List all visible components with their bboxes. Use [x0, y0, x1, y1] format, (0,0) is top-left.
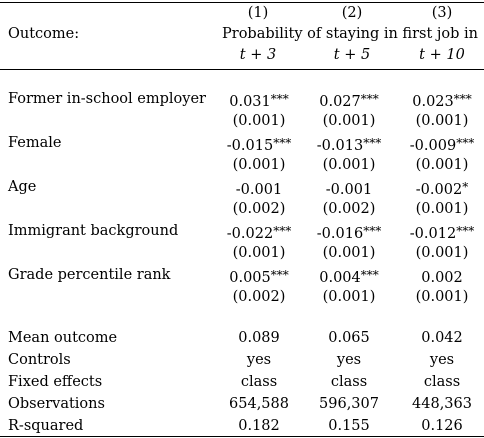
coef-value: 0.023	[412, 94, 454, 110]
stat-value: yes	[336, 352, 362, 368]
outcome-description: Probability of staying in first job in	[222, 26, 479, 42]
significance-stars: ***	[270, 268, 289, 282]
standard-error: (0.001)	[322, 157, 376, 173]
horizon-1: t + 3	[239, 47, 277, 63]
stat-value: class	[240, 374, 278, 390]
significance-stars: ***	[363, 136, 382, 150]
variable-label: Grade percentile rank	[8, 267, 171, 283]
significance-stars: ***	[273, 224, 292, 238]
se-row	[0, 286, 484, 308]
coef-row	[0, 88, 484, 110]
coef-value: -0.009	[409, 138, 457, 154]
standard-error: (0.001)	[322, 289, 376, 305]
bottom-rule	[0, 436, 484, 437]
stat-value: 0.182	[238, 418, 280, 434]
stat-value: 0.065	[328, 330, 370, 346]
standard-error: (0.002)	[322, 201, 376, 217]
standard-error: (0.001)	[232, 245, 286, 261]
standard-error: (0.001)	[415, 113, 469, 129]
standard-error: (0.001)	[232, 113, 286, 129]
standard-error: (0.001)	[415, 245, 469, 261]
coef-value: -0.001	[325, 182, 373, 198]
stat-label: Fixed effects	[8, 374, 103, 390]
coef-value: -0.016	[316, 226, 364, 242]
coef-value: -0.001	[235, 182, 283, 198]
stat-value: yes	[246, 352, 272, 368]
header-rule	[0, 69, 484, 70]
stat-value: 0.089	[238, 330, 280, 346]
significance-stars: ***	[456, 136, 475, 150]
variable-label: Female	[8, 135, 62, 151]
significance-stars: ***	[270, 92, 289, 106]
stat-row	[0, 371, 484, 393]
coef-value: -0.015	[226, 138, 274, 154]
standard-error: (0.002)	[232, 201, 286, 217]
stat-value: 0.042	[421, 330, 463, 346]
coef-row	[0, 132, 484, 154]
top-rule	[0, 2, 484, 3]
coef-value: 0.004	[319, 270, 361, 286]
stat-row	[0, 415, 484, 437]
coef-value: 0.031	[229, 94, 271, 110]
col-number-3: (3)	[431, 5, 453, 21]
standard-error: (0.001)	[415, 201, 469, 217]
stat-row	[0, 393, 484, 415]
se-row	[0, 198, 484, 220]
standard-error: (0.001)	[415, 289, 469, 305]
variable-label: Immigrant background	[8, 223, 179, 239]
se-row	[0, 242, 484, 264]
coef-row	[0, 220, 484, 242]
significance-stars: *	[462, 180, 469, 194]
stat-value: yes	[429, 352, 455, 368]
coef-value: -0.022	[226, 226, 274, 242]
significance-stars: ***	[360, 268, 379, 282]
stat-value: 596,307	[319, 396, 379, 412]
stat-label: Controls	[8, 352, 71, 368]
stat-row	[0, 349, 484, 371]
standard-error: (0.001)	[415, 157, 469, 173]
stat-value: class	[423, 374, 461, 390]
stat-value: 0.126	[421, 418, 463, 434]
coef-value: -0.002	[415, 182, 463, 198]
stat-value: class	[330, 374, 368, 390]
stat-value: 654,588	[229, 396, 289, 412]
coef-value: 0.027	[319, 94, 361, 110]
coef-row	[0, 176, 484, 198]
significance-stars: ***	[360, 92, 379, 106]
significance-stars: ***	[453, 92, 472, 106]
horizon-2: t + 5	[333, 47, 371, 63]
coef-value: 0.002	[421, 270, 463, 286]
horizon-3: t + 10	[419, 47, 465, 63]
standard-error: (0.001)	[322, 245, 376, 261]
stat-value: 448,363	[412, 396, 472, 412]
stat-label: Observations	[8, 396, 105, 412]
col-number-2: (2)	[341, 5, 363, 21]
coef-value: -0.013	[316, 138, 364, 154]
coef-row	[0, 264, 484, 286]
significance-stars: ***	[363, 224, 382, 238]
coef-value: -0.012	[409, 226, 457, 242]
se-row	[0, 110, 484, 132]
coef-value: 0.005	[229, 270, 271, 286]
stat-label: R-squared	[8, 418, 84, 434]
stat-label: Mean outcome	[8, 330, 118, 346]
standard-error: (0.002)	[232, 289, 286, 305]
stat-value: 0.155	[328, 418, 370, 434]
significance-stars: ***	[273, 136, 292, 150]
variable-label: Former in-school employer	[8, 91, 206, 107]
significance-stars: ***	[456, 224, 475, 238]
outcome-label: Outcome:	[8, 26, 80, 42]
se-row	[0, 154, 484, 176]
variable-label: Age	[8, 179, 37, 195]
standard-error: (0.001)	[232, 157, 286, 173]
col-number-1: (1)	[247, 5, 269, 21]
standard-error: (0.001)	[322, 113, 376, 129]
stat-row	[0, 327, 484, 349]
